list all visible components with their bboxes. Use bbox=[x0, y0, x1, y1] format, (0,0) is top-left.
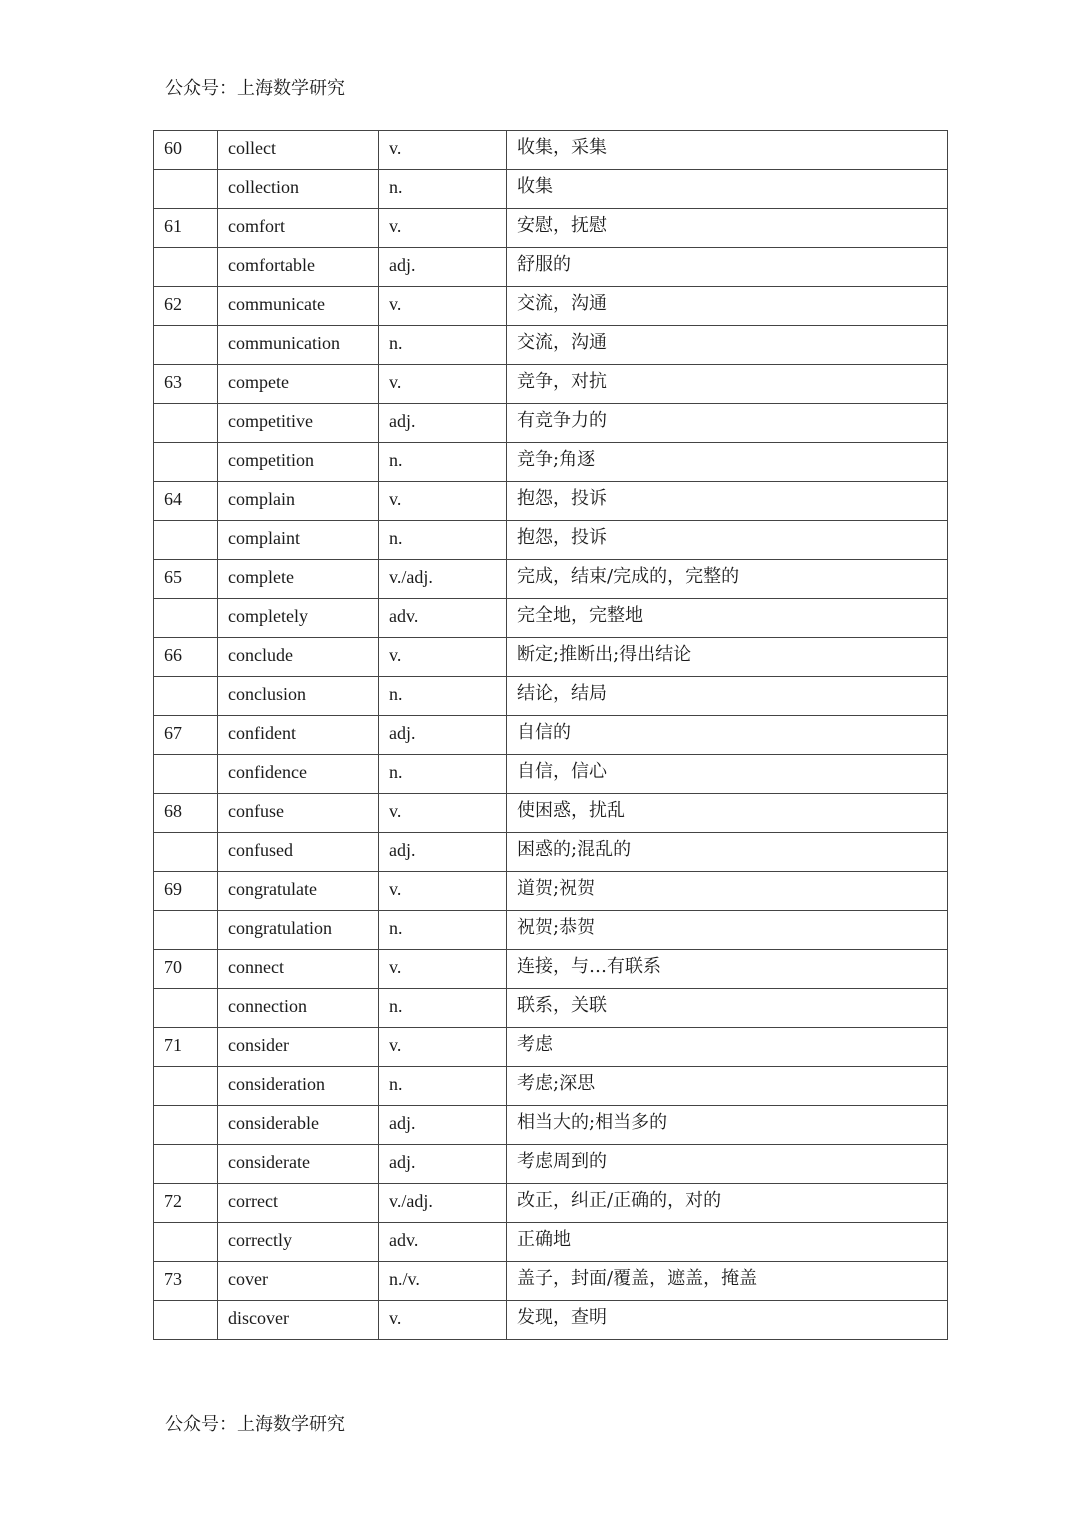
entry-part-of-speech: adv. bbox=[379, 1223, 507, 1262]
entry-part-of-speech: adj. bbox=[379, 248, 507, 287]
entry-number: 68 bbox=[154, 794, 218, 833]
entry-number bbox=[154, 443, 218, 482]
entry-number: 67 bbox=[154, 716, 218, 755]
entry-meaning: 交流，沟通 bbox=[507, 326, 948, 365]
entry-number bbox=[154, 404, 218, 443]
entry-part-of-speech: n. bbox=[379, 1067, 507, 1106]
entry-word: cover bbox=[218, 1262, 379, 1301]
entry-part-of-speech: n. bbox=[379, 170, 507, 209]
entry-part-of-speech: n. bbox=[379, 755, 507, 794]
entry-number bbox=[154, 1223, 218, 1262]
entry-meaning: 安慰，抚慰 bbox=[507, 209, 948, 248]
entry-meaning: 舒服的 bbox=[507, 248, 948, 287]
table-row bbox=[154, 287, 948, 326]
entry-part-of-speech: n. bbox=[379, 326, 507, 365]
entry-word: communication bbox=[218, 326, 379, 365]
entry-meaning: 连接，与…有联系 bbox=[507, 950, 948, 989]
entry-number: 61 bbox=[154, 209, 218, 248]
entry-part-of-speech: n. bbox=[379, 677, 507, 716]
entry-number bbox=[154, 1145, 218, 1184]
entry-meaning: 自信的 bbox=[507, 716, 948, 755]
entry-number bbox=[154, 755, 218, 794]
entry-part-of-speech: n./v. bbox=[379, 1262, 507, 1301]
entry-meaning: 考虑 bbox=[507, 1028, 948, 1067]
table-row bbox=[154, 560, 948, 599]
entry-part-of-speech: adj. bbox=[379, 1145, 507, 1184]
entry-word: confidence bbox=[218, 755, 379, 794]
table-row bbox=[154, 1301, 948, 1340]
entry-number bbox=[154, 911, 218, 950]
entry-number bbox=[154, 170, 218, 209]
entry-number bbox=[154, 248, 218, 287]
entry-number bbox=[154, 833, 218, 872]
entry-meaning: 完全地，完整地 bbox=[507, 599, 948, 638]
entry-part-of-speech: v./adj. bbox=[379, 560, 507, 599]
entry-meaning: 考虑;深思 bbox=[507, 1067, 948, 1106]
entry-number bbox=[154, 326, 218, 365]
table-row bbox=[154, 404, 948, 443]
table-row bbox=[154, 209, 948, 248]
entry-part-of-speech: v. bbox=[379, 1301, 507, 1340]
entry-meaning: 考虑周到的 bbox=[507, 1145, 948, 1184]
entry-part-of-speech: v. bbox=[379, 482, 507, 521]
entry-meaning: 抱怨，投诉 bbox=[507, 521, 948, 560]
entry-word: discover bbox=[218, 1301, 379, 1340]
entry-word: correct bbox=[218, 1184, 379, 1223]
entry-meaning: 收集 bbox=[507, 170, 948, 209]
table-row bbox=[154, 950, 948, 989]
entry-word: competition bbox=[218, 443, 379, 482]
vocabulary-table bbox=[153, 130, 948, 1340]
entry-word: complete bbox=[218, 560, 379, 599]
entry-number: 69 bbox=[154, 872, 218, 911]
entry-part-of-speech: adj. bbox=[379, 833, 507, 872]
table-row bbox=[154, 911, 948, 950]
table-row bbox=[154, 1106, 948, 1145]
entry-word: congratulation bbox=[218, 911, 379, 950]
entry-meaning: 有竞争力的 bbox=[507, 404, 948, 443]
entry-part-of-speech: v. bbox=[379, 794, 507, 833]
entry-meaning: 抱怨，投诉 bbox=[507, 482, 948, 521]
entry-part-of-speech: adv. bbox=[379, 599, 507, 638]
table-row bbox=[154, 989, 948, 1028]
entry-part-of-speech: v. bbox=[379, 950, 507, 989]
vocabulary-table-body bbox=[154, 131, 948, 1340]
entry-word: considerable bbox=[218, 1106, 379, 1145]
entry-word: considerate bbox=[218, 1145, 379, 1184]
table-row bbox=[154, 443, 948, 482]
entry-number: 64 bbox=[154, 482, 218, 521]
table-row bbox=[154, 365, 948, 404]
table-row bbox=[154, 1028, 948, 1067]
entry-word: confident bbox=[218, 716, 379, 755]
entry-meaning: 自信，信心 bbox=[507, 755, 948, 794]
entry-meaning: 祝贺;恭贺 bbox=[507, 911, 948, 950]
table-row bbox=[154, 1184, 948, 1223]
entry-word: consider bbox=[218, 1028, 379, 1067]
entry-word: complain bbox=[218, 482, 379, 521]
entry-word: conclude bbox=[218, 638, 379, 677]
entry-part-of-speech: n. bbox=[379, 521, 507, 560]
table-row bbox=[154, 872, 948, 911]
entry-number bbox=[154, 521, 218, 560]
page-header: 公众号：上海数学研究 bbox=[165, 78, 345, 99]
entry-part-of-speech: adj. bbox=[379, 404, 507, 443]
entry-word: conclusion bbox=[218, 677, 379, 716]
entry-meaning: 盖子，封面/覆盖，遮盖，掩盖 bbox=[507, 1262, 948, 1301]
entry-meaning: 结论，结局 bbox=[507, 677, 948, 716]
table-row bbox=[154, 1223, 948, 1262]
entry-part-of-speech: adj. bbox=[379, 716, 507, 755]
table-row bbox=[154, 326, 948, 365]
entry-part-of-speech: v. bbox=[379, 1028, 507, 1067]
entry-meaning: 相当大的;相当多的 bbox=[507, 1106, 948, 1145]
entry-word: connection bbox=[218, 989, 379, 1028]
entry-part-of-speech: n. bbox=[379, 911, 507, 950]
entry-word: connect bbox=[218, 950, 379, 989]
entry-part-of-speech: adj. bbox=[379, 1106, 507, 1145]
entry-word: congratulate bbox=[218, 872, 379, 911]
entry-number: 65 bbox=[154, 560, 218, 599]
entry-number bbox=[154, 989, 218, 1028]
entry-word: confused bbox=[218, 833, 379, 872]
table-row bbox=[154, 794, 948, 833]
table-row bbox=[154, 1262, 948, 1301]
entry-number: 72 bbox=[154, 1184, 218, 1223]
entry-meaning: 完成，结束/完成的，完整的 bbox=[507, 560, 948, 599]
entry-number: 60 bbox=[154, 131, 218, 170]
entry-number bbox=[154, 1301, 218, 1340]
entry-meaning: 正确地 bbox=[507, 1223, 948, 1262]
table-row bbox=[154, 599, 948, 638]
entry-word: comfort bbox=[218, 209, 379, 248]
entry-number bbox=[154, 1106, 218, 1145]
entry-word: comfortable bbox=[218, 248, 379, 287]
entry-word: compete bbox=[218, 365, 379, 404]
entry-meaning: 改正，纠正/正确的，对的 bbox=[507, 1184, 948, 1223]
entry-word: completely bbox=[218, 599, 379, 638]
table-row bbox=[154, 170, 948, 209]
entry-word: communicate bbox=[218, 287, 379, 326]
table-row bbox=[154, 677, 948, 716]
table-row bbox=[154, 755, 948, 794]
entry-meaning: 发现，查明 bbox=[507, 1301, 948, 1340]
table-row bbox=[154, 716, 948, 755]
entry-meaning: 道贺;祝贺 bbox=[507, 872, 948, 911]
entry-number bbox=[154, 599, 218, 638]
entry-part-of-speech: n. bbox=[379, 443, 507, 482]
entry-word: correctly bbox=[218, 1223, 379, 1262]
entry-meaning: 交流，沟通 bbox=[507, 287, 948, 326]
entry-number bbox=[154, 1067, 218, 1106]
entry-part-of-speech: v. bbox=[379, 872, 507, 911]
table-row bbox=[154, 521, 948, 560]
entry-part-of-speech: v. bbox=[379, 365, 507, 404]
entry-word: competitive bbox=[218, 404, 379, 443]
entry-meaning: 竞争;角逐 bbox=[507, 443, 948, 482]
entry-meaning: 使困惑，扰乱 bbox=[507, 794, 948, 833]
table-row bbox=[154, 131, 948, 170]
entry-part-of-speech: n. bbox=[379, 989, 507, 1028]
table-row bbox=[154, 248, 948, 287]
page-footer: 公众号：上海数学研究 bbox=[165, 1414, 345, 1435]
entry-meaning: 联系，关联 bbox=[507, 989, 948, 1028]
entry-meaning: 困惑的;混乱的 bbox=[507, 833, 948, 872]
entry-part-of-speech: v. bbox=[379, 638, 507, 677]
entry-part-of-speech: v./adj. bbox=[379, 1184, 507, 1223]
table-row bbox=[154, 638, 948, 677]
entry-number: 73 bbox=[154, 1262, 218, 1301]
entry-word: complaint bbox=[218, 521, 379, 560]
entry-meaning: 收集，采集 bbox=[507, 131, 948, 170]
entry-meaning: 断定;推断出;得出结论 bbox=[507, 638, 948, 677]
table-row bbox=[154, 1145, 948, 1184]
entry-number bbox=[154, 677, 218, 716]
entry-part-of-speech: v. bbox=[379, 131, 507, 170]
entry-number: 62 bbox=[154, 287, 218, 326]
table-row bbox=[154, 1067, 948, 1106]
table-row bbox=[154, 833, 948, 872]
entry-part-of-speech: v. bbox=[379, 287, 507, 326]
entry-number: 70 bbox=[154, 950, 218, 989]
entry-meaning: 竞争，对抗 bbox=[507, 365, 948, 404]
entry-word: confuse bbox=[218, 794, 379, 833]
entry-number: 66 bbox=[154, 638, 218, 677]
entry-word: collection bbox=[218, 170, 379, 209]
table-row bbox=[154, 482, 948, 521]
entry-number: 71 bbox=[154, 1028, 218, 1067]
entry-part-of-speech: v. bbox=[379, 209, 507, 248]
entry-word: consideration bbox=[218, 1067, 379, 1106]
entry-word: collect bbox=[218, 131, 379, 170]
entry-number: 63 bbox=[154, 365, 218, 404]
